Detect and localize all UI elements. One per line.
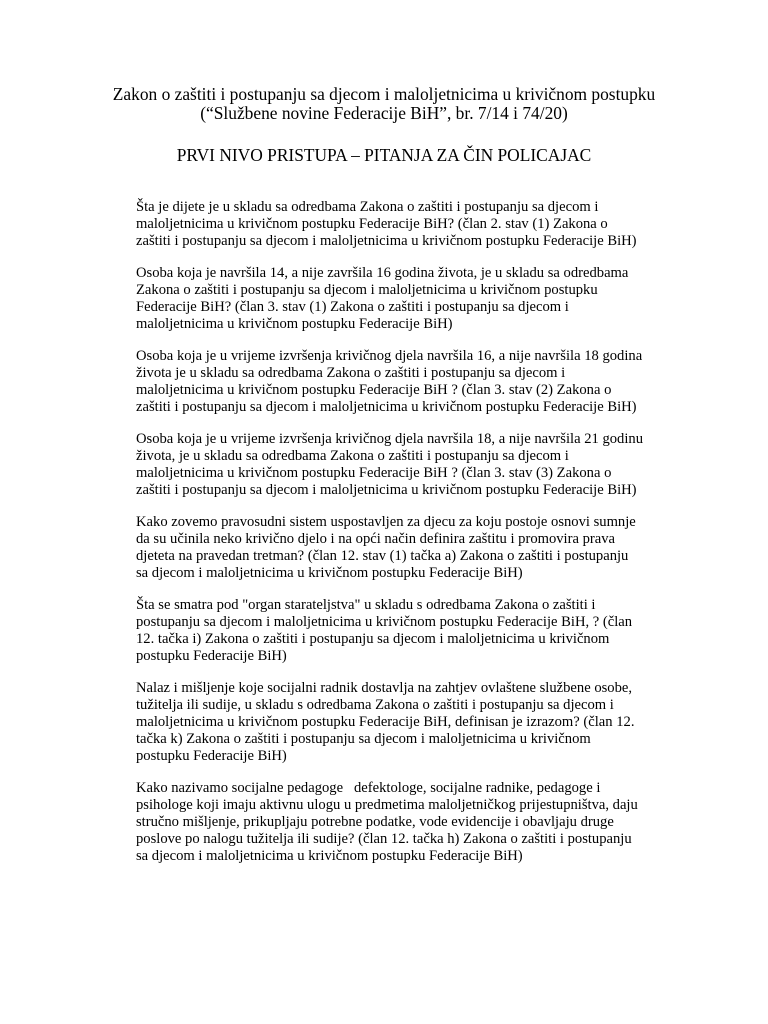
- question-line: psihologe koji imaju aktivnu ulogu u predmetima maloljetničkog prijestupništva, daju: [136, 797, 638, 813]
- question-line: života je u skladu sa odredbama Zakona o zaštiti i postupanju sa djecom i: [136, 365, 566, 381]
- document-subtitle: PRVI NIVO PRISTUPA – PITANJA ZA ČIN POLICAJAC: [176, 145, 592, 165]
- question-line: Kako zovemo pravosudni sistem uspostavljen za djecu za koju postoje osnovi sumnje: [136, 514, 636, 530]
- question-line: Osoba koja je navršila 14, a nije završila 16 godina života, je u skladu sa odredbama: [136, 265, 629, 281]
- question-item: [136, 431, 696, 499]
- question-line: zaštiti i postupanju sa djecom i maloljetnicima u krivičnom postupku Federacije BiH): [136, 233, 637, 249]
- question-line: maloljetnicima u krivičnom postupku Federacije BiH): [136, 316, 453, 332]
- question-line: Osoba koja je u vrijeme izvršenja krivičnog djela navršila 16, a nije navršila 18 godina: [136, 348, 643, 364]
- question-line: djeteta na pravedan tretman? (član 12. stav (1) tačka a) Zakona o zaštiti i postupanju: [136, 548, 629, 564]
- question-item: [136, 514, 696, 582]
- question-line: maloljetnicima u krivičnom postupku Federacije BiH ? (član 3. stav (3) Zakona o: [136, 465, 612, 481]
- question-line: da su učinila neko krivično djelo i na opći način definira zaštitu i promovira prava: [136, 531, 616, 547]
- question-line: Federacije BiH? (član 3. stav (1) Zakona o zaštiti i postupanju sa djecom i: [136, 299, 569, 315]
- question-item: [136, 680, 696, 765]
- question-line: Osoba koja je u vrijeme izvršenja krivičnog djela navršila 18, a nije navršila 21 godinu: [136, 431, 643, 447]
- question-line: Šta se smatra pod "organ starateljstva" u skladu s odredbama Zakona o zaštiti i: [136, 597, 596, 613]
- title-line-gazette: (“Službene novine Federacije BiH”, br. 7/14 i 74/20): [200, 103, 568, 123]
- question-item: [136, 597, 696, 665]
- question-line: poslove po nalogu tužitelja ili sudije? (član 12. tačka h) Zakona o zaštiti i postupanju: [136, 831, 632, 847]
- question-line: Kako nazivamo socijalne pedagoge defektologe, socijalne radnike, pedagoge i: [136, 780, 601, 796]
- question-line: maloljetnicima u krivičnom postupku Federacije BiH ? (član 3. stav (2) Zakona o: [136, 382, 612, 398]
- question-line: zaštiti i postupanju sa djecom i maloljetnicima u krivičnom postupku Federacije BiH): [136, 399, 637, 415]
- question-line: sa djecom i maloljetnicima u krivičnom postupku Federacije BiH): [136, 565, 523, 581]
- question-list: [136, 199, 696, 880]
- question-item: [136, 199, 696, 250]
- document-title: [0, 85, 768, 123]
- question-line: zaštiti i postupanju sa djecom i maloljetnicima u krivičnom postupku Federacije BiH): [136, 482, 637, 498]
- question-line: postupku Federacije BiH): [136, 648, 287, 664]
- question-line: tužitelja ili sudije, u skladu s odredbama Zakona o zaštiti i postupanju sa djecom i: [136, 697, 614, 713]
- question-line: Zakona o zaštiti i postupanju sa djecom i maloljetnicima u krivičnom postupku: [136, 282, 598, 298]
- question-item: [136, 348, 696, 416]
- question-line: postupanju sa djecom i maloljetnicima u krivičnom postupku Federacije BiH, ? (član: [136, 614, 633, 630]
- question-item: [136, 265, 696, 333]
- question-line: Nalaz i mišljenje koje socijalni radnik dostavlja na zahtjev ovlaštene službene osobe,: [136, 680, 633, 696]
- question-line: 12. tačka i) Zakona o zaštiti i postupanju sa djecom i maloljetnicima u krivičnom: [136, 631, 610, 647]
- question-line: života, je u skladu sa odredbama Zakona o zaštiti i postupanju sa djecom i: [136, 448, 569, 464]
- question-line: Šta je dijete je u skladu sa odredbama Zakona o zaštiti i postupanju sa djecom i: [136, 199, 599, 215]
- question-line: tačka k) Zakona o zaštiti i postupanju sa djecom i maloljetnicima u krivičnom: [136, 731, 591, 747]
- question-line: sa djecom i maloljetnicima u krivičnom postupku Federacije BiH): [136, 848, 523, 864]
- question-line: maloljetnicima u krivičnom postupku Federacije BiH? (član 2. stav (1) Zakona o: [136, 216, 608, 232]
- question-item: [136, 780, 696, 865]
- question-line: maloljetnicima u krivičnom postupku Federacije BiH, definisan je izrazom? (član 12.: [136, 714, 635, 730]
- title-line-law: Zakon o zaštiti i postupanju sa djecom i maloljetnicima u krivičnom postupku: [112, 84, 656, 104]
- question-line: stručno mišljenje, prikupljaju potrebne podatke, vode evidencije i obavljaju druge: [136, 814, 614, 830]
- question-line: postupku Federacije BiH): [136, 748, 287, 764]
